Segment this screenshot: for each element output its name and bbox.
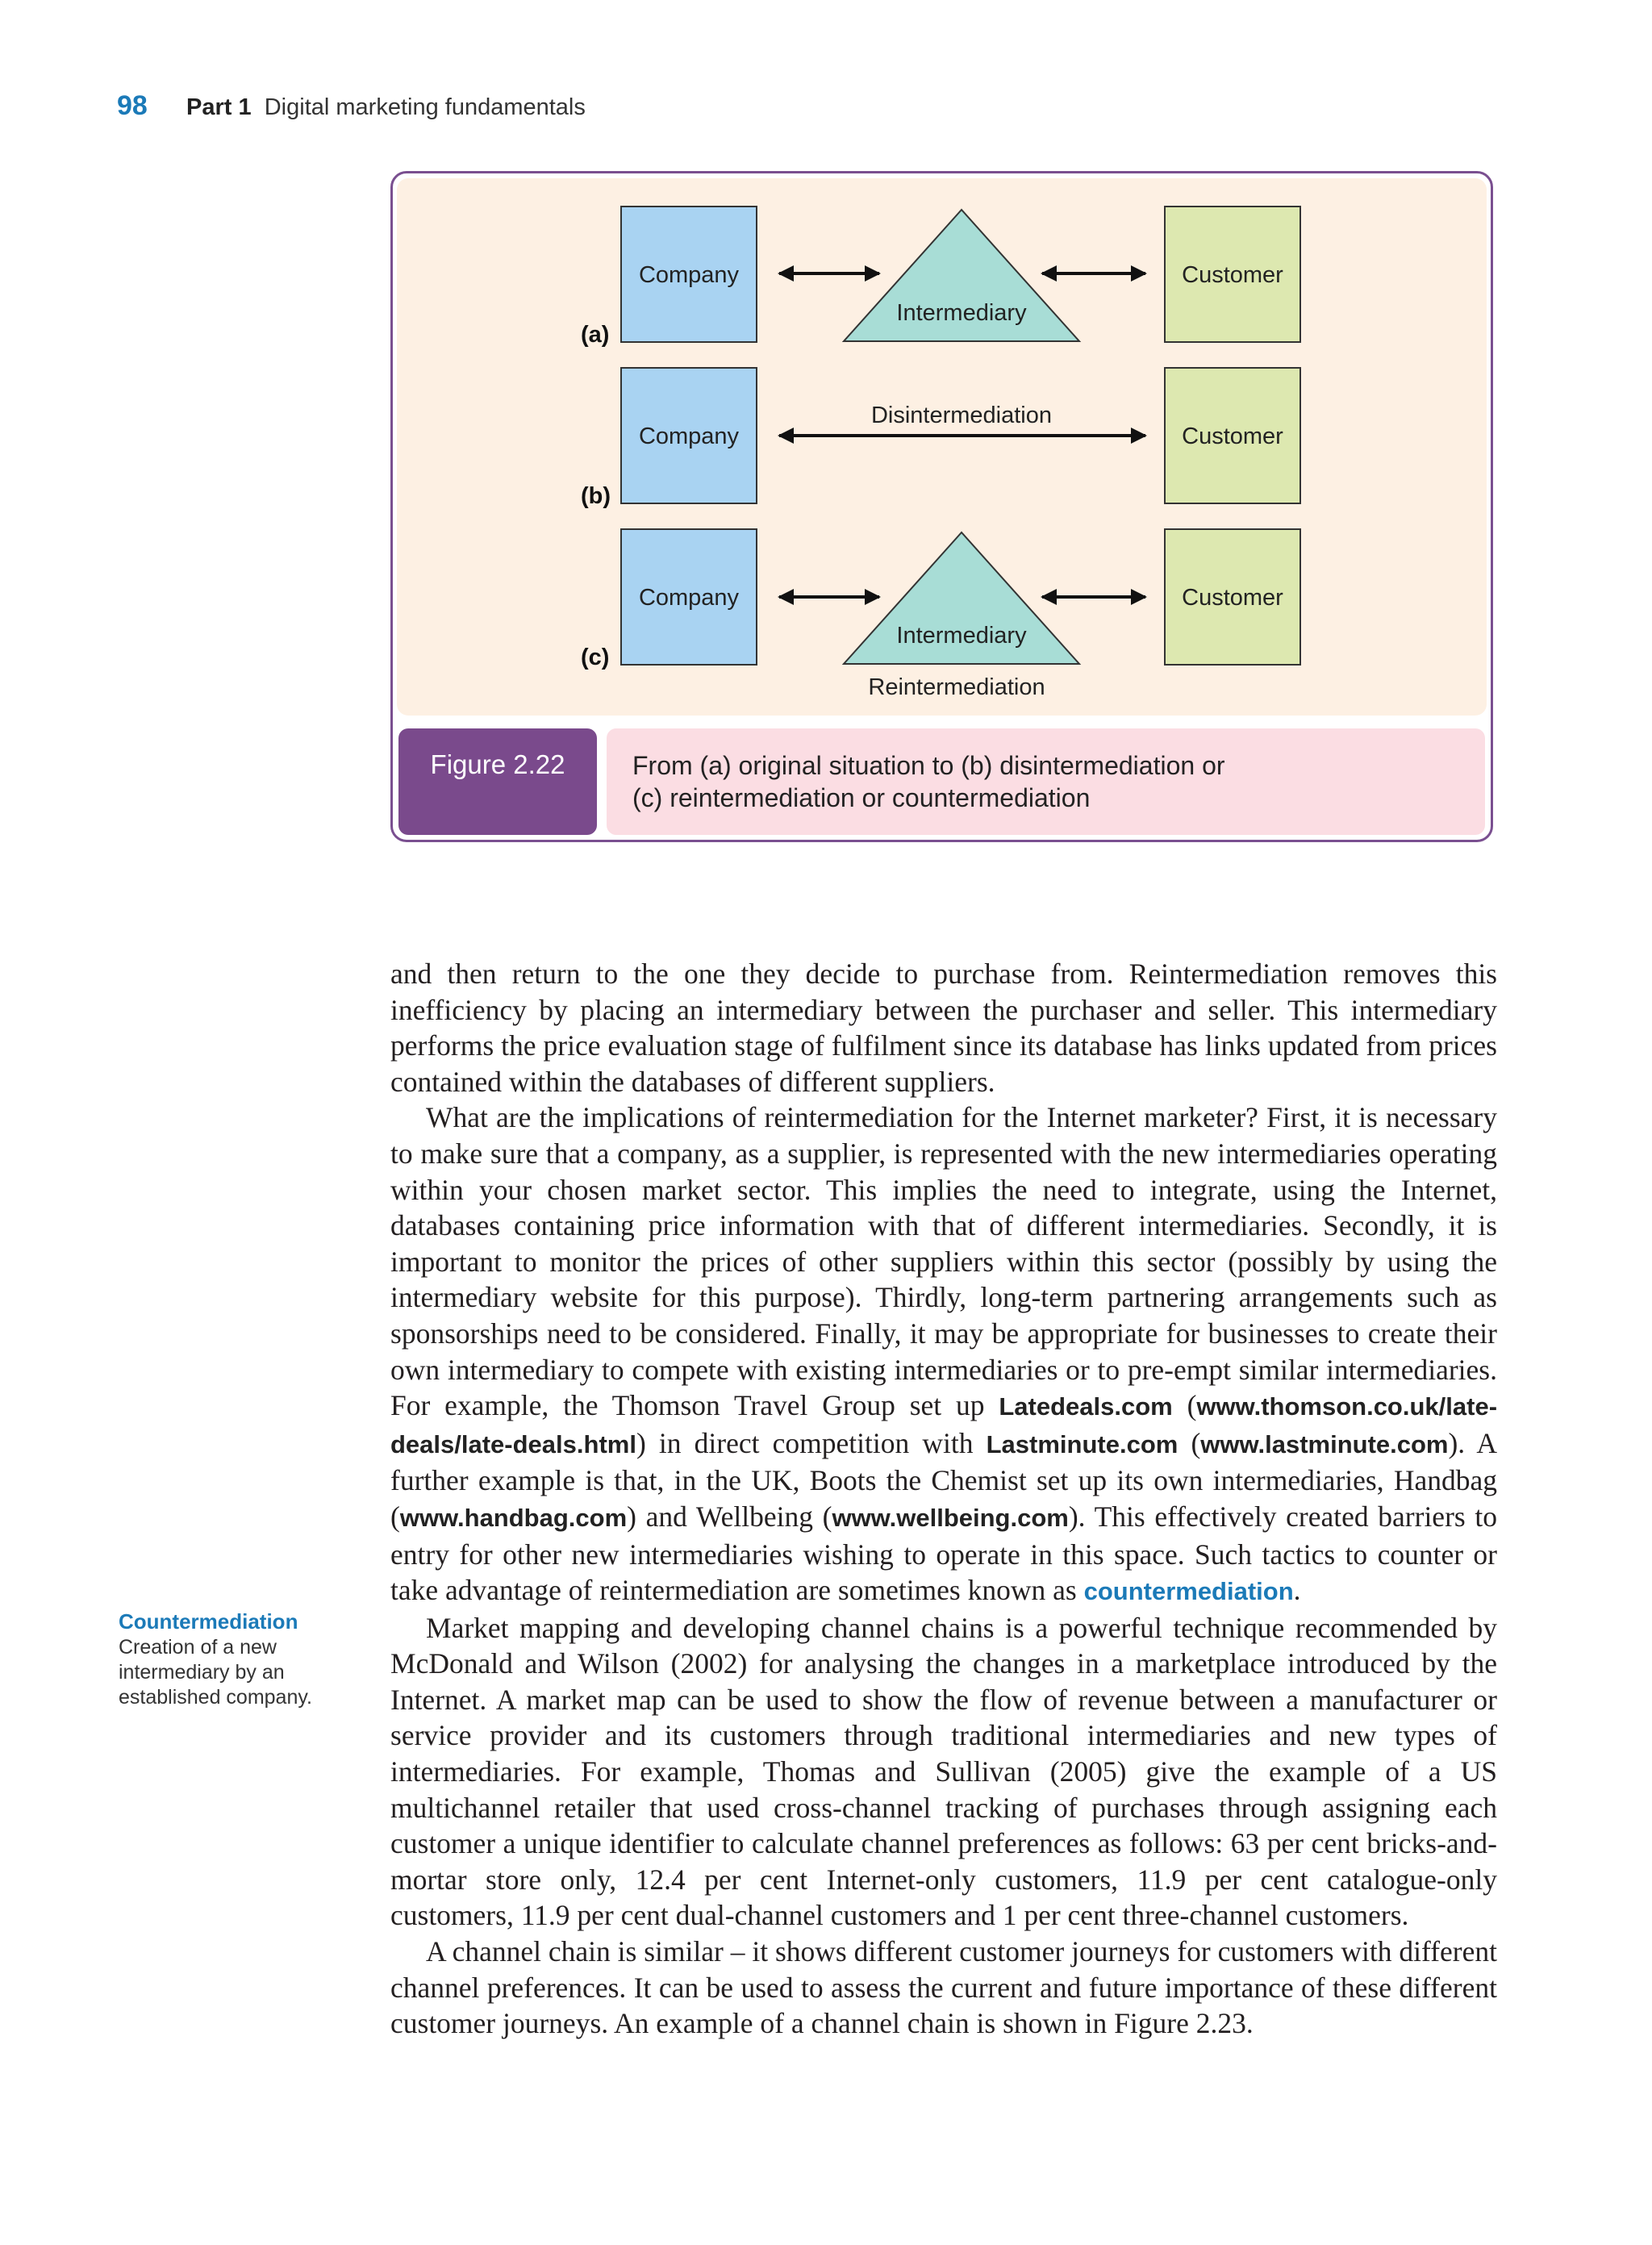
customer-label: Customer — [1182, 585, 1283, 611]
row-a — [581, 207, 1300, 348]
margin-note — [119, 1608, 328, 1710]
text-run: ( — [1172, 1389, 1197, 1422]
customer-label: Customer — [1182, 262, 1283, 288]
site-name: Latedeals.com — [999, 1392, 1173, 1421]
figure-number: Figure 2.22 — [398, 728, 597, 835]
customer-label: Customer — [1182, 424, 1283, 449]
company-label: Company — [638, 424, 740, 449]
row-c — [581, 529, 1300, 700]
margin-definition: Creation of a new intermediary by an established company. — [119, 1636, 312, 1709]
row-label: (a) — [581, 322, 610, 348]
caption-line-1: From (a) original situation to (b) disintermediation or — [632, 751, 1225, 780]
disintermediation-label: Disintermediation — [870, 403, 1053, 428]
page-number: 98 — [117, 90, 148, 121]
key-term: countermediation — [1083, 1577, 1294, 1606]
site-name: Lastminute.com — [986, 1429, 1179, 1458]
text-run: What are the implications of reintermediation for the Internet marketer? First, it is necessary to make sure that a company, as a supplier, is represented with the new intermediaries operating within your chosen market sector. This implies the need to integrate, using the Internet, databases containing price information with that of different intermediaries. Secondly, it is important to monitor the prices of other suppliers within this sector (possibly by using the intermediary website for this purpose). Thirdly, long-term partnering arrangements such as sponsorships need to be considered. Finally, it may be appropriate for businesses to create their own intermediary to compete with existing intermediaries or to pre-empt similar intermediaries. For example, the Thomson Travel Group set up — [390, 1101, 1497, 1422]
reintermediation-label: Reintermediation — [868, 674, 1045, 700]
url-link[interactable]: www.handbag.com — [399, 1503, 628, 1532]
caption-line-2: (c) reintermediation or countermediation — [632, 783, 1091, 812]
text-run: ). A further example is that, in the UK, Boots the Chemist set up its own intermediaries, Handbag ( — [390, 1426, 1498, 1533]
chapter-title: Digital marketing fundamentals — [264, 94, 586, 120]
url-link[interactable]: www.thomson.co.uk/late-deals/late-deals.html — [390, 1392, 1498, 1458]
paragraph — [390, 1100, 1497, 1609]
text-run: ( — [1178, 1426, 1201, 1459]
company-label: Company — [638, 585, 740, 611]
text-run: . — [1293, 1574, 1301, 1607]
text-run: ). This effectively created barriers to entry for other new intermediaries wishing to operate in this space. Such tactics to counter or take advantage of reintermediation are sometimes known as — [390, 1500, 1497, 1607]
paragraph: Market mapping and developing channel chains is a powerful technique recommended by McDonald and Wilson (2002) for analysing the changes in a marketplace introduced by the Internet. A market map can be used to show the flow of revenue between a manufacturer or service provider and its customers through traditional intermediaries and new types of intermediaries. For example, Thomas and Sullivan (2005) give the example of a US multichannel retailer that used cross-channel tracking of purchases through assigning each customer a unique identifier to calculate channel preferences as follows: 63 per cent bricks-and-mortar store only, 12.4 per cent Internet-only customers, 11.9 per cent catalogue-only customers, 11.9 per cent dual-channel customers and 1 per cent three-channel customers. — [390, 1611, 1497, 1932]
row-label: (b) — [581, 483, 611, 509]
url-link[interactable]: www.wellbeing.com — [832, 1503, 1069, 1532]
part-label: Part 1 — [186, 94, 252, 120]
url-link[interactable]: www.lastminute.com — [1200, 1429, 1449, 1458]
figure-caption — [607, 728, 1485, 835]
body-text — [390, 956, 1497, 2042]
intermediary-label: Intermediary — [896, 623, 1027, 649]
text-run: ) and Wellbeing ( — [627, 1500, 832, 1533]
intermediary-label: Intermediary — [896, 300, 1027, 326]
text-run: ) in direct competition with — [636, 1426, 987, 1459]
row-b — [581, 368, 1300, 509]
paragraph: and then return to the one they decide to purchase from. Reintermediation removes this inefficiency by placing an intermediary between the purchaser and seller. This intermediary performs the price evaluation stage of fulfilment since its database has links updated from prices contained within the databases of different suppliers. — [390, 958, 1497, 1098]
company-label: Company — [638, 262, 740, 288]
margin-term: Countermediation — [119, 1609, 298, 1634]
paragraph: A channel chain is similar – it shows different customer journeys for customers with different channel preferences. It can be used to assess the current and future importance of these different customer journeys. An example of a channel chain is shown in Figure 2.23. — [390, 1935, 1497, 2040]
row-label: (c) — [581, 645, 610, 670]
